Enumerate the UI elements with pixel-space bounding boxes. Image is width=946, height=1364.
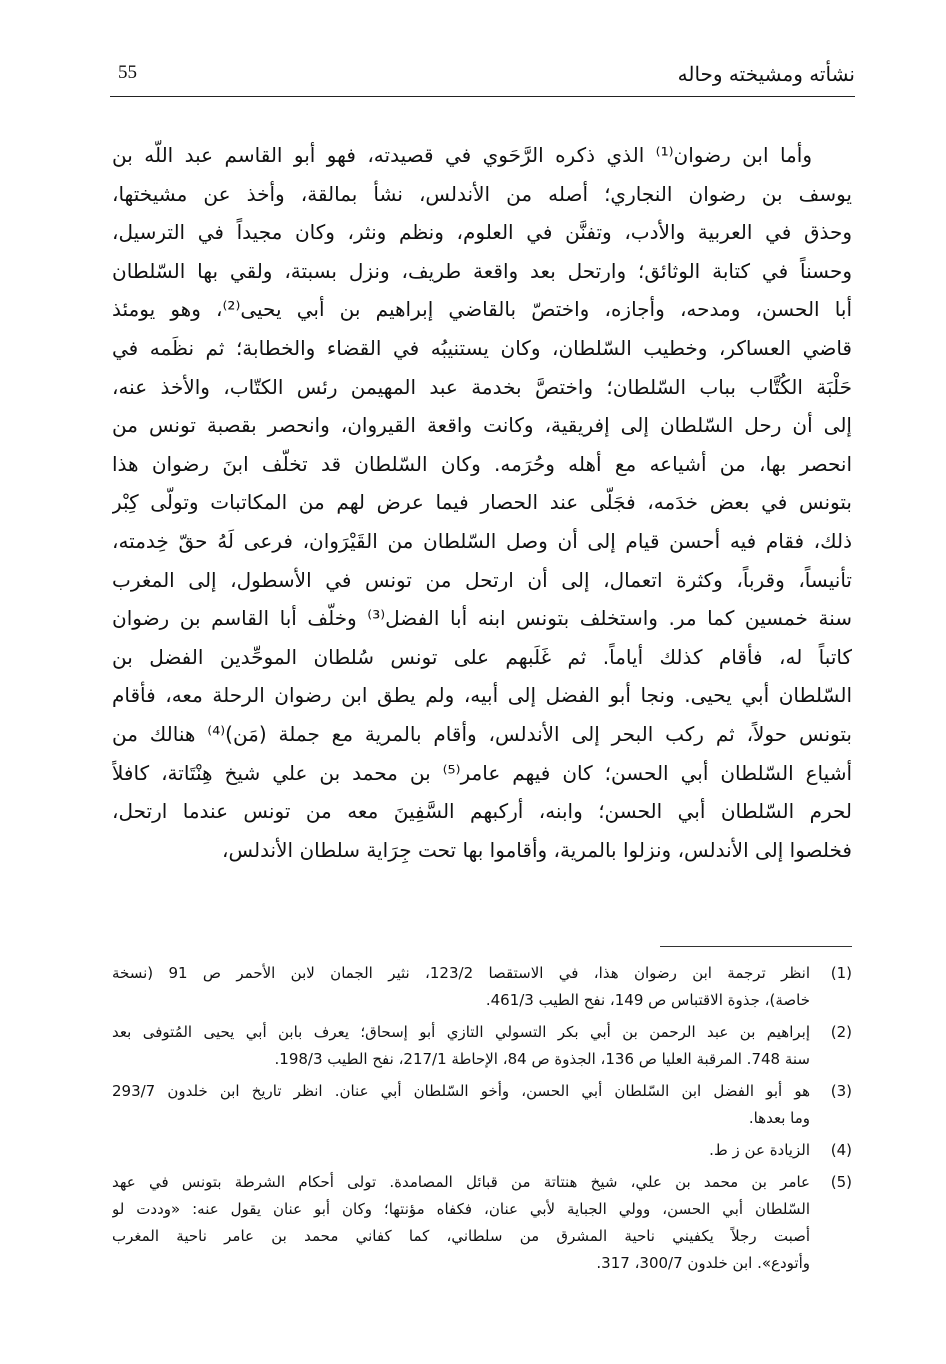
footnote-line: خاصة)، جذوة الاقتباس ص 149، نفح الطيب 461/3.: [485, 991, 810, 1009]
footnote-line: أصبت رجلاً يكفيني ناحية المشرق من سلطاني، كما كفاني محمد بن عامر ناحية المغرب: [112, 1227, 810, 1245]
footnote: [112, 960, 852, 1014]
footnote: [112, 1078, 852, 1132]
footnote-separator: [660, 946, 852, 947]
footnote: [112, 1019, 852, 1073]
footnote-line: إبراهيم بن عبد الرحمن بن أبي بكر التسولي التازي أبو إسحاق؛ يعرف بابن أبي يحيى المُتوفى بعد: [112, 1023, 810, 1041]
page-header: [110, 62, 855, 88]
text-line: بتونس في بعض خدَمه، فجَلّى عند الحصار فيما عرض لهم من المكاتبات وتولّى كِبْر: [112, 490, 852, 515]
footnote-line: وما بعدها.: [748, 1109, 810, 1127]
header-rule: [110, 96, 855, 97]
main-text: [112, 136, 852, 869]
footnote-line: الزيادة عن ز ط.: [709, 1141, 810, 1159]
text-line: السّلطان أبي يحيى. ونجا أبو الفضل إلى أبيه، ولم يطق ابن رضوان الرحلة معه، فأقام: [112, 683, 852, 708]
footnote-number: (5): [830, 1173, 852, 1191]
text-line: سنة خمسين كما مر. واستخلف بتونس ابنه أبا الفضل⁽³⁾ وخلّف أبا القاسم بن رضوان: [112, 606, 852, 631]
text-line: فخلصوا إلى الأندلس، ونزلوا بالمرية، وأقاموا بها تحت جِرَاية سلطان الأندلس،: [222, 837, 852, 862]
text-line: يوسف بن رضوان النجاري؛ أصله من الأندلس، نشأ بمالقة، وأخذ عن مشيختها،: [112, 181, 852, 206]
footnote-line: عامر بن محمد بن علي، شيخ هنتاتة من قبائل المصامدة. تولى أحكام الشرطة بتونس في عهد: [112, 1173, 810, 1191]
footnote-number: (1): [830, 964, 852, 982]
text-line: إلى أن رحل السّلطان إلى إفريقية، وكانت واقعة القيروان، وانحصر بقصبة تونس من: [112, 413, 852, 438]
text-line: كاتباً له، فأقام كذلك أياماً. ثم غَلَبهم على تونس سُلطان الموحِّدين الفضل بن: [112, 644, 852, 669]
footnote-line: سنة 748. المرقبة العليا ص 136، الجذوة ص 84، الإحاطة 217/1، نفح الطيب 198/3.: [274, 1050, 810, 1068]
footnote: [112, 1137, 852, 1164]
footnote-number: (2): [830, 1023, 852, 1041]
footnote-line: وأتودع». ابن خلدون 300/7، 317.: [596, 1254, 810, 1272]
footnote-number: (4): [830, 1141, 852, 1159]
page-number: 55: [118, 62, 137, 83]
text-line: لحرم السّلطان أبي الحسن؛ وابنه، أركبهم السَّفِينَ معه من تونس عندما ارتحل،: [112, 799, 852, 824]
footnote-line: هو أبو الفضل ابن السّلطان أبي الحسن، وأخو السّلطان أبي عنان. انظر تاريخ ابن خلدون 293/7: [112, 1082, 810, 1100]
text-line: ذلك، فقام فيه أحسن قيام إلى أن وصل السّلطان من القَيْرَوان، فرعى لَهُ حقّ خِدمته،: [112, 528, 852, 553]
text-line: قاضي العساكر، وخطيب السّلطان، وكان يستنيبُه في القضاء والخطابة؛ ثم نظَمه في: [112, 335, 852, 360]
running-title: نشأته ومشيخته وحاله: [677, 62, 855, 86]
footnote-line: انظر ترجمة ابن رضوان هذا، في الاستقصا 123/2، نثير الجمان لابن الأحمر ص 91 (نسخة: [112, 964, 810, 982]
footnote-number: (3): [830, 1082, 852, 1100]
text-line: وحسناً في كتابة الوثائق؛ وارتحل بعد واقعة طريف، ونزل بسبتة، ولقي بها السّلطان: [112, 258, 852, 283]
text-line: بتونس حولاً، ثم ركب البحر إلى الأندلس، وأقام بالمرية مع جملة (مَن)⁽⁴⁾ هنالك من: [112, 721, 852, 746]
text-line: وحذق في العربية والأدب، وتفنَّن في العلوم، ونظم ونثر، وكان مجيداً في الترسيل،: [112, 220, 852, 245]
footnote-line: السّلطان أبي الحسن، وولي الجباية لأبي عنان، فكفاه مؤنتها؛ وكان أبو عنان يقول عنه: «وددت لو: [112, 1200, 810, 1218]
footnote: [112, 1169, 852, 1277]
text-line: وأما ابن رضوان⁽¹⁾ الذي ذكره الرَّحَوي في قصيدته، فهو أبو القاسم عبد اللّه بن: [112, 143, 812, 167]
text-line: انحصر بها، من أشياعه مع أهله وحُرَمه. وكان السّلطان قد تخلّف ابنَ رضوان هذا: [112, 451, 852, 476]
text-line: أبا الحسن، ومدحه، وأجازه، واختصّ بالقاضي إبراهيم بن أبي يحيى⁽²⁾، وهو يومئذ: [112, 297, 852, 322]
text-line: تأنيساً، وقرباً، وكثرة اتعمال، إلى أن ارتحل من تونس في الأسطول، إلى المغرب: [112, 567, 852, 592]
footnotes: [112, 960, 852, 1282]
text-line: أشياع السّلطان أبي الحسن؛ كان فيهم عامر⁽⁵⁾ بن محمد بن علي شيخ هِنْتَاتة، كافلاً: [112, 760, 852, 785]
text-line: حَلْبَة الكُتَّاب بباب السّلطان؛ واختصَّ بخدمة عبد المهيمن رئس الكتّاب، والأخذ عنه،: [112, 374, 852, 399]
